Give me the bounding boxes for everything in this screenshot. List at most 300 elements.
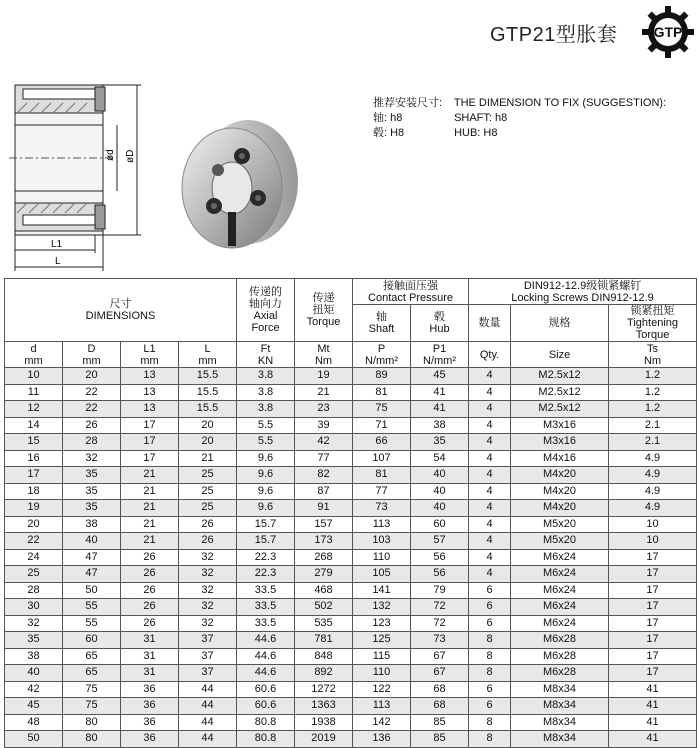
table-cell: M6x24: [511, 549, 609, 566]
table-cell: 13: [121, 401, 179, 418]
table-cell: 1363: [295, 698, 353, 715]
table-cell: 4: [469, 516, 511, 533]
table-row: [5, 434, 697, 451]
table-cell: 2.1: [609, 417, 697, 434]
table-cell: 81: [353, 467, 411, 484]
unit-header-cell: Mt Nm: [295, 342, 353, 368]
table-cell: 60.6: [237, 681, 295, 698]
table-cell: 32: [179, 549, 237, 566]
table-cell: 44: [179, 698, 237, 715]
table-cell: 4: [469, 533, 511, 550]
unit-header-cell: Ts Nm: [609, 342, 697, 368]
table-cell: 26: [121, 566, 179, 583]
table-row: [5, 483, 697, 500]
table-cell: 31: [121, 648, 179, 665]
table-row: [5, 533, 697, 550]
table-cell: 57: [411, 533, 469, 550]
table-cell: 55: [63, 615, 121, 632]
table-cell: 36: [121, 681, 179, 698]
table-cell: 33.5: [237, 615, 295, 632]
units-row: [5, 342, 697, 368]
table-cell: 13: [121, 368, 179, 385]
table-cell: 10: [5, 368, 63, 385]
table-cell: 80: [63, 731, 121, 748]
table-cell: 67: [411, 665, 469, 682]
table-cell: 81: [353, 384, 411, 401]
qty-header: 数量: [469, 305, 511, 342]
table-row: [5, 500, 697, 517]
table-cell: 17: [609, 665, 697, 682]
table-cell: 10: [609, 533, 697, 550]
table-cell: 4: [469, 500, 511, 517]
table-cell: 25: [5, 566, 63, 583]
table-cell: 17: [121, 434, 179, 451]
table-cell: 26: [179, 516, 237, 533]
table-cell: 113: [353, 516, 411, 533]
table-cell: 20: [63, 368, 121, 385]
table-cell: 23: [295, 401, 353, 418]
table-cell: 26: [121, 549, 179, 566]
table-cell: 40: [411, 500, 469, 517]
table-cell: 892: [295, 665, 353, 682]
table-cell: 41: [609, 681, 697, 698]
table-cell: 21: [121, 483, 179, 500]
table-cell: 32: [63, 450, 121, 467]
table-cell: 40: [411, 467, 469, 484]
table-row: [5, 648, 697, 665]
fit-specification: [373, 96, 666, 141]
torque-header: 传递扭矩 Torque: [295, 279, 353, 342]
fit-label-en: THE DIMENSION TO FIX (SUGGESTION):: [453, 97, 667, 109]
table-cell: 20: [179, 434, 237, 451]
table-cell: 26: [121, 615, 179, 632]
table-cell: 15: [5, 434, 63, 451]
table-cell: 110: [353, 549, 411, 566]
table-cell: 8: [469, 648, 511, 665]
dimensions-header: 尺寸 DIMENSIONS: [5, 279, 237, 342]
table-cell: 21: [121, 516, 179, 533]
table-cell: 89: [353, 368, 411, 385]
unit-header-cell: D mm: [63, 342, 121, 368]
table-row: [5, 731, 697, 748]
table-cell: 35: [63, 500, 121, 517]
table-cell: 4: [469, 467, 511, 484]
table-row: [5, 417, 697, 434]
table-cell: 80.8: [237, 714, 295, 731]
table-cell: 20: [5, 516, 63, 533]
fit-label-cn: 推荐安装尺寸:: [373, 97, 443, 109]
table-cell: 73: [353, 500, 411, 517]
page-title: GTP21型胀套: [490, 24, 618, 46]
table-cell: 35: [63, 483, 121, 500]
hub-fit-cn: 毂: H8: [373, 127, 405, 139]
table-cell: 123: [353, 615, 411, 632]
table-cell: 17: [609, 549, 697, 566]
table-cell: 25: [179, 500, 237, 517]
table-cell: 26: [63, 417, 121, 434]
table-cell: 268: [295, 549, 353, 566]
table-cell: 13: [121, 384, 179, 401]
table-cell: 19: [295, 368, 353, 385]
table-cell: 8: [469, 731, 511, 748]
table-cell: 72: [411, 615, 469, 632]
table-cell: 17: [609, 599, 697, 616]
table-cell: 24: [5, 549, 63, 566]
table-cell: 44.6: [237, 665, 295, 682]
table-row: [5, 632, 697, 649]
table-row: [5, 516, 697, 533]
table-cell: 56: [411, 549, 469, 566]
unit-header-cell: L1 mm: [121, 342, 179, 368]
cross-section-drawing: [5, 75, 170, 275]
table-cell: M3x16: [511, 417, 609, 434]
table-cell: 20: [179, 417, 237, 434]
table-cell: 6: [469, 599, 511, 616]
table-cell: 37: [179, 665, 237, 682]
table-cell: 4: [469, 368, 511, 385]
table-cell: 535: [295, 615, 353, 632]
table-cell: 14: [5, 417, 63, 434]
table-cell: 77: [295, 450, 353, 467]
size-header: 规格: [511, 305, 609, 342]
table-cell: 22: [63, 401, 121, 418]
table-cell: 25: [179, 467, 237, 484]
table-cell: 54: [411, 450, 469, 467]
table-cell: M8x34: [511, 731, 609, 748]
table-cell: 113: [353, 698, 411, 715]
unit-header-cell: Size: [511, 342, 609, 368]
unit-header-cell: P N/mm²: [353, 342, 411, 368]
table-cell: 44: [179, 681, 237, 698]
table-cell: 132: [353, 599, 411, 616]
table-cell: 4: [469, 434, 511, 451]
table-cell: M6x28: [511, 665, 609, 682]
table-cell: 4.9: [609, 483, 697, 500]
shaft-fit-cn: 轴: h8: [373, 112, 403, 124]
table-cell: 32: [5, 615, 63, 632]
table-cell: 91: [295, 500, 353, 517]
table-row: [5, 582, 697, 599]
table-cell: 80: [63, 714, 121, 731]
table-cell: 55: [63, 599, 121, 616]
table-cell: 47: [63, 549, 121, 566]
table-cell: 33.5: [237, 599, 295, 616]
table-cell: 781: [295, 632, 353, 649]
unit-header-cell: Ft KN: [237, 342, 295, 368]
table-cell: 85: [411, 731, 469, 748]
table-cell: 26: [179, 533, 237, 550]
table-cell: 85: [411, 714, 469, 731]
table-row: [5, 549, 697, 566]
table-cell: 22: [63, 384, 121, 401]
table-cell: 9.6: [237, 500, 295, 517]
table-cell: 3.8: [237, 401, 295, 418]
table-cell: 30: [5, 599, 63, 616]
table-body: [5, 368, 697, 748]
table-cell: 44: [179, 731, 237, 748]
table-cell: 72: [411, 599, 469, 616]
svg-text:GTP: GTP: [653, 24, 683, 40]
table-cell: M6x24: [511, 566, 609, 583]
table-cell: 18: [5, 483, 63, 500]
table-cell: M6x24: [511, 615, 609, 632]
table-cell: 42: [5, 681, 63, 698]
table-cell: 105: [353, 566, 411, 583]
table-cell: 56: [411, 566, 469, 583]
table-cell: M2.5x12: [511, 384, 609, 401]
table-cell: 38: [5, 648, 63, 665]
table-cell: 28: [5, 582, 63, 599]
table-cell: 279: [295, 566, 353, 583]
table-cell: 21: [295, 384, 353, 401]
table-cell: 122: [353, 681, 411, 698]
table-row: [5, 615, 697, 632]
table-cell: 41: [411, 384, 469, 401]
table-cell: 15.5: [179, 368, 237, 385]
table-cell: 5.5: [237, 417, 295, 434]
table-cell: 1.2: [609, 384, 697, 401]
table-row: [5, 681, 697, 698]
table-cell: 8: [469, 714, 511, 731]
table-cell: 36: [121, 698, 179, 715]
table-cell: 12: [5, 401, 63, 418]
table-row: [5, 665, 697, 682]
table-cell: 32: [179, 599, 237, 616]
axial-force-header: 传递的轴向力 Axial Force: [237, 279, 295, 342]
table-cell: 41: [609, 698, 697, 715]
table-cell: 2.1: [609, 434, 697, 451]
table-cell: 2019: [295, 731, 353, 748]
table-cell: 80.8: [237, 731, 295, 748]
table-cell: 17: [609, 615, 697, 632]
locking-screws-header: DIN912-12.9级锁紧螺钉 Locking Screws DIN912-12.9: [469, 279, 697, 305]
table-row: [5, 467, 697, 484]
table-cell: 37: [179, 648, 237, 665]
table-cell: 75: [353, 401, 411, 418]
hub-header: 毂 Hub: [411, 305, 469, 342]
table-cell: 17: [121, 417, 179, 434]
table-cell: 15.7: [237, 533, 295, 550]
table-cell: 44.6: [237, 632, 295, 649]
table-cell: 10: [609, 516, 697, 533]
table-cell: 4.9: [609, 450, 697, 467]
table-cell: 502: [295, 599, 353, 616]
table-cell: 8: [469, 665, 511, 682]
table-row: [5, 401, 697, 418]
table-cell: 8: [469, 632, 511, 649]
table-cell: 40: [5, 665, 63, 682]
table-cell: 17: [609, 566, 697, 583]
table-cell: 1.2: [609, 401, 697, 418]
table-cell: 50: [5, 731, 63, 748]
table-cell: 22.3: [237, 566, 295, 583]
table-cell: 31: [121, 665, 179, 682]
table-cell: M6x28: [511, 648, 609, 665]
table-cell: M4x20: [511, 500, 609, 517]
table-cell: 19: [5, 500, 63, 517]
table-cell: 25: [179, 483, 237, 500]
table-cell: 50: [63, 582, 121, 599]
table-cell: 38: [411, 417, 469, 434]
table-cell: 21: [121, 500, 179, 517]
table-cell: 67: [411, 648, 469, 665]
table-cell: 60: [411, 516, 469, 533]
table-cell: 136: [353, 731, 411, 748]
table-cell: 73: [411, 632, 469, 649]
table-row: [5, 566, 697, 583]
hub-fit-en: HUB: H8: [454, 127, 498, 139]
table-cell: 11: [5, 384, 63, 401]
table-cell: 4: [469, 401, 511, 418]
table-cell: 4: [469, 384, 511, 401]
table-cell: 79: [411, 582, 469, 599]
table-cell: M6x24: [511, 599, 609, 616]
table-cell: 1.2: [609, 368, 697, 385]
table-cell: 141: [353, 582, 411, 599]
unit-header-cell: Qty.: [469, 342, 511, 368]
table-cell: 37: [179, 632, 237, 649]
specification-table: [4, 278, 697, 748]
table-cell: 17: [609, 632, 697, 649]
table-cell: 35: [411, 434, 469, 451]
table-cell: 35: [63, 467, 121, 484]
table-cell: 3.8: [237, 368, 295, 385]
table-cell: 28: [63, 434, 121, 451]
table-cell: 22.3: [237, 549, 295, 566]
table-cell: 36: [121, 714, 179, 731]
table-cell: 4: [469, 549, 511, 566]
svg-text:L: L: [55, 256, 61, 267]
table-cell: 9.6: [237, 467, 295, 484]
table-cell: 157: [295, 516, 353, 533]
contact-pressure-header: 接触面压强 Contact Pressure: [353, 279, 469, 305]
table-cell: 26: [121, 582, 179, 599]
table-cell: M2.5x12: [511, 368, 609, 385]
table-cell: 77: [353, 483, 411, 500]
table-cell: 15.5: [179, 384, 237, 401]
table-cell: 31: [121, 632, 179, 649]
unit-header-cell: P1 N/mm²: [411, 342, 469, 368]
table-cell: 4.9: [609, 467, 697, 484]
table-cell: 38: [63, 516, 121, 533]
table-row: [5, 384, 697, 401]
table-cell: 21: [121, 467, 179, 484]
table-cell: 60: [63, 632, 121, 649]
table-cell: 142: [353, 714, 411, 731]
gtp-logo-icon: [642, 6, 694, 58]
table-cell: 22: [5, 533, 63, 550]
table-cell: 6: [469, 698, 511, 715]
table-cell: 4: [469, 483, 511, 500]
table-cell: 45: [411, 368, 469, 385]
table-cell: 1272: [295, 681, 353, 698]
table-cell: 5.5: [237, 434, 295, 451]
table-cell: 1938: [295, 714, 353, 731]
table-cell: 6: [469, 615, 511, 632]
shaft-header: 轴 Shaft: [353, 305, 411, 342]
svg-text:øD: øD: [125, 149, 136, 163]
table-cell: 40: [63, 533, 121, 550]
table-cell: 40: [411, 483, 469, 500]
table-cell: 35: [5, 632, 63, 649]
table-cell: M4x16: [511, 450, 609, 467]
table-cell: 44: [179, 714, 237, 731]
table-cell: 68: [411, 681, 469, 698]
table-cell: M6x24: [511, 582, 609, 599]
table-cell: 32: [179, 582, 237, 599]
table-cell: M5x20: [511, 533, 609, 550]
table-cell: 173: [295, 533, 353, 550]
table-cell: 17: [5, 467, 63, 484]
table-cell: 82: [295, 467, 353, 484]
table-cell: M4x20: [511, 483, 609, 500]
table-cell: 44.6: [237, 648, 295, 665]
table-cell: 17: [609, 582, 697, 599]
table-cell: 103: [353, 533, 411, 550]
table-cell: 60.6: [237, 698, 295, 715]
table-cell: 68: [411, 698, 469, 715]
table-cell: M4x20: [511, 467, 609, 484]
table-cell: 4: [469, 566, 511, 583]
table-row: [5, 599, 697, 616]
unit-header-cell: L mm: [179, 342, 237, 368]
table-cell: M8x34: [511, 698, 609, 715]
table-row: [5, 698, 697, 715]
table-row: [5, 450, 697, 467]
table-cell: 21: [121, 533, 179, 550]
table-cell: M8x34: [511, 681, 609, 698]
table-cell: 65: [63, 665, 121, 682]
table-cell: 33.5: [237, 582, 295, 599]
table-cell: 41: [609, 714, 697, 731]
table-cell: 107: [353, 450, 411, 467]
table-cell: 4.9: [609, 500, 697, 517]
table-cell: 115: [353, 648, 411, 665]
table-cell: 16: [5, 450, 63, 467]
table-cell: 15.7: [237, 516, 295, 533]
table-cell: M3x16: [511, 434, 609, 451]
table-cell: 9.6: [237, 450, 295, 467]
table-cell: 32: [179, 615, 237, 632]
table-cell: 4: [469, 450, 511, 467]
table-cell: 125: [353, 632, 411, 649]
table-cell: M8x34: [511, 714, 609, 731]
table-row: [5, 368, 697, 385]
table-cell: 3.8: [237, 384, 295, 401]
table-cell: 41: [411, 401, 469, 418]
table-cell: 17: [609, 648, 697, 665]
table-cell: 87: [295, 483, 353, 500]
table-cell: 4: [469, 417, 511, 434]
table-cell: 39: [295, 417, 353, 434]
table-cell: M2.5x12: [511, 401, 609, 418]
table-cell: 468: [295, 582, 353, 599]
table-cell: M6x28: [511, 632, 609, 649]
shaft-fit-en: SHAFT: h8: [454, 112, 508, 124]
table-cell: 41: [609, 731, 697, 748]
table-cell: 32: [179, 566, 237, 583]
table-cell: 48: [5, 714, 63, 731]
table-cell: 15.5: [179, 401, 237, 418]
table-cell: 36: [121, 731, 179, 748]
tightening-torque-header: 锁紧扭矩 Tightening Torque: [609, 305, 697, 342]
table-cell: 26: [121, 599, 179, 616]
table-cell: 65: [63, 648, 121, 665]
table-cell: 47: [63, 566, 121, 583]
table-cell: 71: [353, 417, 411, 434]
product-photo: [170, 112, 300, 252]
table-cell: 17: [121, 450, 179, 467]
